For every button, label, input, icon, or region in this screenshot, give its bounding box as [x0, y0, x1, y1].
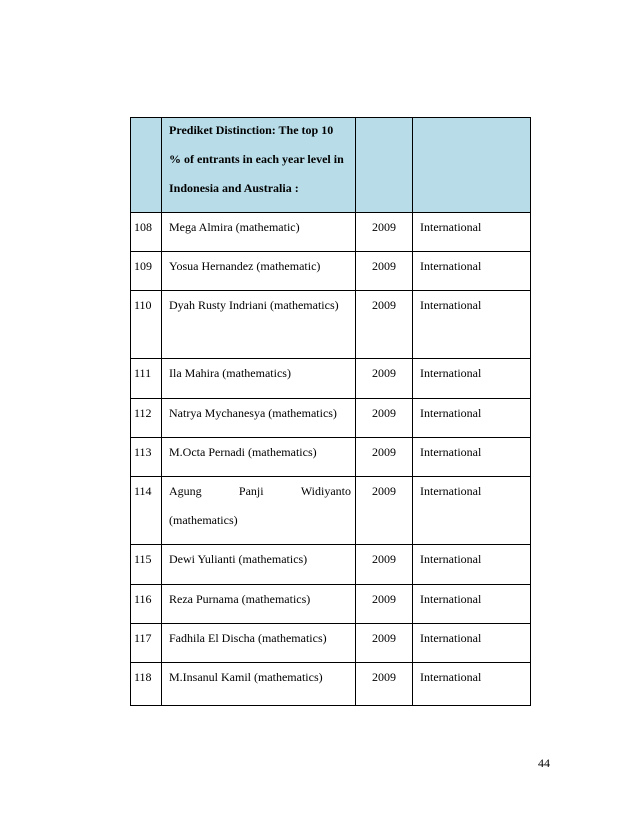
row-name: Natrya Mychanesya (mathematics) [162, 399, 356, 438]
row-number: 117 [131, 624, 162, 663]
row-level: International [413, 291, 531, 359]
table-row [131, 585, 531, 624]
row-name: Reza Purnama (mathematics) [162, 585, 356, 624]
entrants-table [130, 117, 531, 706]
table-row [131, 213, 531, 252]
header-cell-year [356, 118, 413, 213]
row-year: 2009 [356, 624, 413, 663]
header-cell-title [162, 118, 356, 213]
row-year: 2009 [356, 291, 413, 359]
header-cell-no [131, 118, 162, 213]
page-number: 44 [538, 756, 550, 770]
table-row [131, 291, 531, 359]
header-title-line-1: Prediket Distinction: The top 10 [169, 123, 334, 137]
row-year: 2009 [356, 252, 413, 291]
row-name: Fadhila El Discha (mathematics) [162, 624, 356, 663]
row-name: Dewi Yulianti (mathematics) [162, 545, 356, 585]
row-year: 2009 [356, 545, 413, 585]
table-row [131, 252, 531, 291]
row-year: 2009 [356, 438, 413, 477]
row-number: 113 [131, 438, 162, 477]
row-name: M.Octa Pernadi (mathematics) [162, 438, 356, 477]
row-year: 2009 [356, 585, 413, 624]
row-level: International [413, 477, 531, 545]
row-level: International [413, 663, 531, 706]
row-number: 109 [131, 252, 162, 291]
table-header-row [131, 118, 531, 213]
row-year: 2009 [356, 399, 413, 438]
row-name-part: Agung [169, 484, 202, 498]
row-number: 110 [131, 291, 162, 359]
row-level: International [413, 624, 531, 663]
row-year: 2009 [356, 213, 413, 252]
row-name-line-1 [169, 477, 351, 506]
row-level: International [413, 585, 531, 624]
table-row [131, 545, 531, 585]
table-row [131, 477, 531, 545]
row-name-line-2: (mathematics) [169, 513, 238, 527]
row-level: International [413, 359, 531, 399]
table-row [131, 399, 531, 438]
header-title [162, 116, 355, 203]
header-title-line-3: Indonesia and Australia : [169, 181, 299, 195]
row-level: International [413, 545, 531, 585]
row-level: International [413, 252, 531, 291]
header-cell-level [413, 118, 531, 213]
row-level: International [413, 399, 531, 438]
row-name: Yosua Hernandez (mathematic) [162, 252, 356, 291]
row-number: 108 [131, 213, 162, 252]
row-number: 116 [131, 585, 162, 624]
table-row [131, 624, 531, 663]
table-row [131, 663, 531, 706]
row-name-part: Panji [238, 484, 264, 498]
row-name [162, 477, 356, 545]
table-row [131, 438, 531, 477]
row-name-part: Widiyanto [300, 484, 351, 498]
header-title-line-2: % of entrants in each year level in [169, 152, 344, 166]
row-number: 112 [131, 399, 162, 438]
table-row [131, 359, 531, 399]
row-number: 111 [131, 359, 162, 399]
row-level: International [413, 213, 531, 252]
row-name: M.Insanul Kamil (mathematics) [162, 663, 356, 706]
row-name: Ila Mahira (mathematics) [162, 359, 356, 399]
row-number: 114 [131, 477, 162, 545]
row-name: Dyah Rusty Indriani (mathematics) [162, 291, 356, 359]
row-name: Mega Almira (mathematic) [162, 213, 356, 252]
row-year: 2009 [356, 359, 413, 399]
row-level: International [413, 438, 531, 477]
row-number: 118 [131, 663, 162, 706]
row-number: 115 [131, 545, 162, 585]
row-year: 2009 [356, 663, 413, 706]
row-year: 2009 [356, 477, 413, 545]
